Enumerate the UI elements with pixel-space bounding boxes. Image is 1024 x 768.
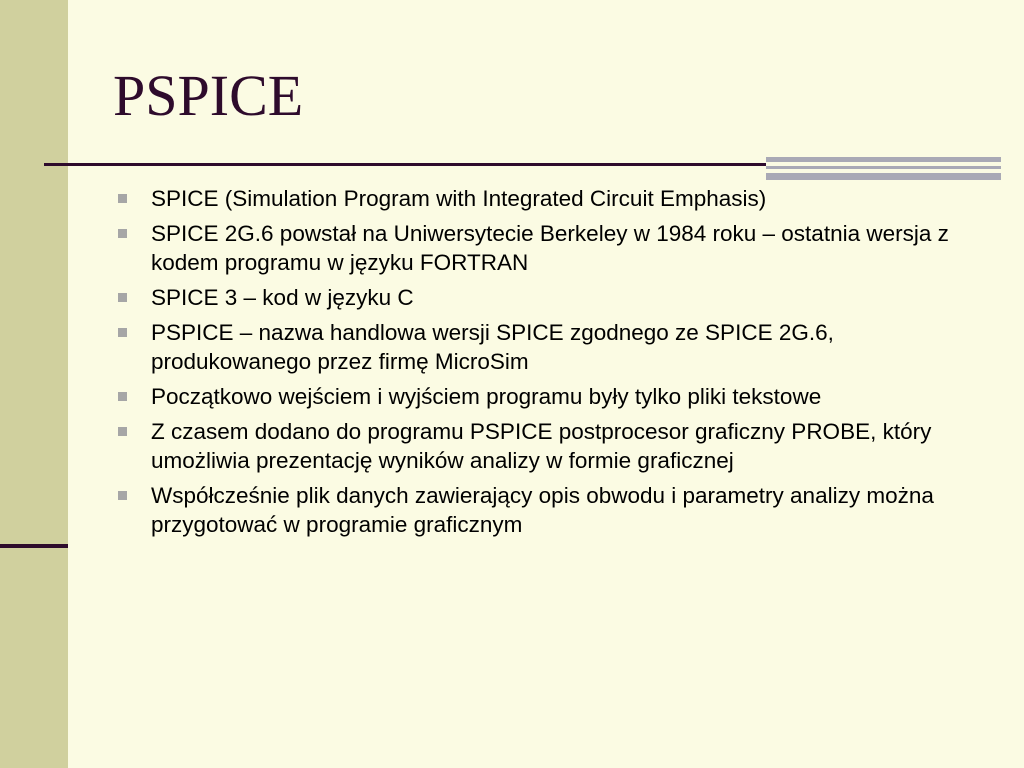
title-underline-accent	[766, 173, 1001, 180]
square-bullet-icon	[118, 293, 127, 302]
bullet-text: SPICE 2G.6 powstał na Uniwersytecie Berkeley w 1984 roku – ostatnia wersja z kodem programu w języku FORTRAN	[151, 221, 949, 275]
bullet-text: PSPICE – nazwa handlowa wersji SPICE zgodnego ze SPICE 2G.6, produkowanego przez firmę MicroSim	[151, 320, 834, 374]
square-bullet-icon	[118, 229, 127, 238]
bullet-item	[118, 382, 978, 411]
bullet-item	[118, 481, 978, 539]
slide-title: PSPICE	[113, 63, 304, 128]
bullet-item	[118, 219, 978, 277]
bullet-text: Współcześnie plik danych zawierający opis obwodu i parametry analizy można przygotować w programie graficznym	[151, 483, 934, 537]
bullet-item	[118, 318, 978, 376]
square-bullet-icon	[118, 194, 127, 203]
square-bullet-icon	[118, 392, 127, 401]
title-underline-accent	[766, 157, 1001, 162]
left-band-divider	[0, 544, 68, 548]
bullet-text: SPICE 3 – kod w języku C	[151, 285, 414, 310]
bullet-item	[118, 283, 978, 312]
bullet-item	[118, 417, 978, 475]
bullet-text: Początkowo wejściem i wyjściem programu były tylko pliki tekstowe	[151, 384, 822, 409]
title-underline	[44, 163, 766, 166]
left-decorative-band	[0, 0, 68, 768]
title-underline-accent	[766, 166, 1001, 169]
bullet-text: Z czasem dodano do programu PSPICE postprocesor graficzny PROBE, który umożliwia prezentację wyników analizy w formie graficznej	[151, 419, 932, 473]
bullet-text: SPICE (Simulation Program with Integrated Circuit Emphasis)	[151, 186, 767, 211]
bullet-list	[118, 184, 978, 545]
square-bullet-icon	[118, 491, 127, 500]
square-bullet-icon	[118, 427, 127, 436]
bullet-item	[118, 184, 978, 213]
square-bullet-icon	[118, 328, 127, 337]
